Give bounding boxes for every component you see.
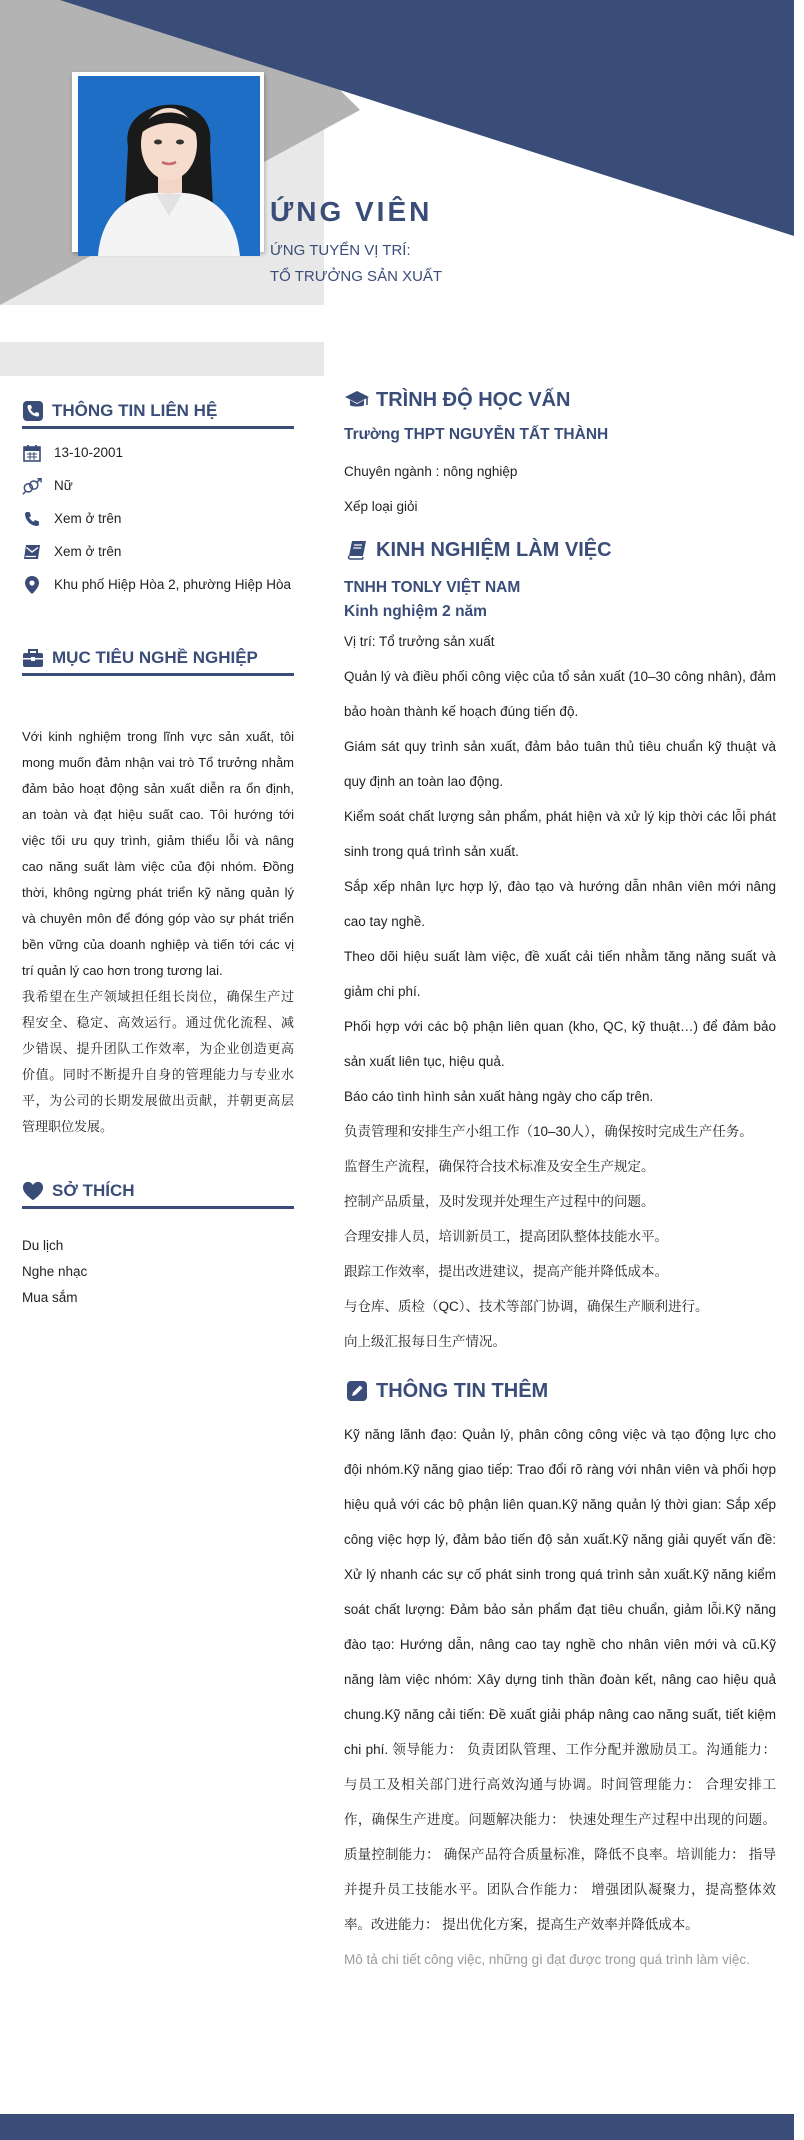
footer-bar [0,2114,794,2140]
experience-duty: 负责管理和安排生产小组工作（10–30人），确保按时完成生产任务。 [344,1124,753,1139]
experience-duty: 合理安排人员，培训新员工，提高团队整体技能水平。 [344,1229,668,1244]
contact-birthdate-text: 13-10-2001 [54,445,124,460]
phone-square-icon [22,400,44,422]
additional-placeholder[interactable]: Mô tả chi tiết công việc, những gì đạt được trong quá trình làm việc. [344,1952,750,1967]
heart-icon [22,1180,44,1202]
school-name: Trường THPT NGUYỄN TẤT THÀNH [344,426,609,443]
hobbies-section-header [22,1180,294,1209]
header-banner [0,0,794,340]
candidate-name: ỨNG VIÊN [270,196,433,227]
additional-title: THÔNG TIN THÊM [376,1379,549,1402]
graduation-cap-icon [344,388,370,412]
objective-title: MỤC TIÊU NGHỀ NGHIỆP [52,648,258,667]
experience-section-header [344,538,776,562]
contact-section-header [22,400,294,429]
grey-band [0,342,324,376]
experience-duty: 跟踪工作效率，提出改进建议，提高产能并降低成本。 [344,1264,668,1279]
additional-text: Kỹ năng lãnh đạo: Quản lý, phân công công việc và tạo động lực cho đội nhóm.Kỹ năng giao tiếp: Trao đổi rõ ràng với nhân viên và phối hợp hiệu quả với các bộ phận liên quan.Kỹ năng quản lý thời gian: Sắp xếp công việc hợp lý, đảm bảo tiến độ sản xuất.Kỹ năng giải quyết vấn đề: Xử lý nhanh các sự cố phát sinh trong quá trình sản xuất.Kỹ năng kiểm soát chất lượng: Đảm bảo sản phẩm đạt tiêu chuẩn, giảm lỗi.Kỹ năng đào tạo: Hướng dẫn, nâng cao tay nghề cho nhân viên mới và cũ.Kỹ năng làm việc nhóm: Xây dựng tinh thần đoàn kết, nâng cao hiệu quả chung.Kỹ năng cải tiến: Đề xuất giải pháp nâng cao năng suất, tiết kiệm chi phí. 领导能力： 负责团队管理、工作分配并激励员工。沟通能力： 与员工及相关部门进行高效沟通与协调。时间管理能力： 合理安排工作，确保生产进度。问题解决能力： 快速处理生产过程中出现的问题。质量控制能力： 确保产品符合质量标准，降低不良率。培训能力： 指导并提升员工技能水平。团队合作能力： 增强团队凝聚力，提高整体效率。改进能力： 提出优化方案，提高生产效率并降低成本。 [344,1427,776,1932]
calendar-icon [22,443,42,463]
experience-duty: Sắp xếp nhân lực hợp lý, đào tạo và hướng dẫn nhân viên mới nâng cao tay nghề. [344,879,776,929]
experience-duty: 监督生产流程，确保符合技术标准及安全生产规定。 [344,1159,655,1174]
gender-icon [22,476,42,496]
education-grade: Xếp loại giỏi [344,499,418,514]
avatar-frame [72,72,264,252]
experience-duty: Theo dõi hiệu suất làm việc, đề xuất cải tiến nhằm tăng năng suất và giảm chi phí. [344,949,776,999]
avatar-portrait [78,76,260,256]
phone-icon [22,509,42,529]
contact-title: THÔNG TIN LIÊN HỆ [52,401,218,420]
education-major: Chuyên ngành : nông nghiệp [344,464,518,479]
education-section-header [344,388,776,412]
experience-role: Vị trí: Tổ trưởng sản xuất [344,634,495,649]
experience-duty: 与仓库、质检（QC）、技术等部门协调，确保生产顺利进行。 [344,1299,709,1314]
contact-birthdate [22,443,294,463]
experience-duty: Quản lý và điều phối công việc của tổ sản xuất (10–30 công nhân), đảm bảo hoàn thành kế hoạch đúng tiến độ. [344,669,776,719]
company-name: TNHH TONLY VIỆT NAM [344,579,521,596]
hobby-item: Du lịch [22,1238,64,1253]
contact-address [22,575,294,595]
briefcase-icon [22,647,44,669]
experience-duty: Giám sát quy trình sản xuất, đảm bảo tuân thủ tiêu chuẩn kỹ thuật và quy định an toàn lao động. [344,739,776,789]
experience-duty: Phối hợp với các bộ phận liên quan (kho, QC, kỹ thuật…) để đảm bảo sản xuất liên tục, hiệu quả. [344,1019,776,1069]
book-icon [344,538,370,562]
experience-duration: Kinh nghiệm 2 năm [344,603,487,620]
location-icon [22,575,42,595]
contact-phone [22,509,294,529]
objective-section-header [22,647,294,676]
hobby-item: Nghe nhạc [22,1264,88,1279]
position-label: ỨNG TUYỂN VỊ TRÍ: [270,242,411,259]
email-icon [22,542,42,562]
education-title: TRÌNH ĐỘ HỌC VẤN [376,388,571,411]
contact-address-text: Khu phố Hiệp Hòa 2, phường Hiệp Hòa [54,577,292,592]
contact-gender-text: Nữ [54,478,73,493]
hobby-item: Mua sắm [22,1290,78,1305]
avatar [78,76,260,256]
left-column [22,400,294,1311]
contact-gender [22,476,294,496]
experience-duty: 控制产品质量，及时发现并处理生产过程中的问题。 [344,1194,655,1209]
additional-section-header [344,1379,776,1403]
position-value: TỔ TRƯỞNG SẢN XUẤT [270,268,443,285]
contact-email [22,542,294,562]
edit-icon [344,1379,370,1403]
objective-paragraph-zh: 我希望在生产领域担任组长岗位，确保生产过程安全、稳定、高效运行。通过优化流程、减少错误、提升团队工作效率，为企业创造更高价值。同时不断提升自身的管理能力与专业水平，为公司的长期发展做出贡献，并朝更高层管理职位发展。 [22,989,294,1134]
experience-title: KINH NGHIỆM LÀM VIỆC [376,538,612,561]
right-column [344,388,776,1977]
experience-duty: Kiểm soát chất lượng sản phẩm, phát hiện và xử lý kịp thời các lỗi phát sinh trong quá trình sản xuất. [344,809,776,859]
hobbies-title: SỞ THÍCH [52,1181,135,1200]
contact-email-text: Xem ở trên [54,544,122,559]
objective-paragraph-vi: Với kinh nghiệm trong lĩnh vực sản xuất, tôi mong muốn đảm nhận vai trò Tổ trưởng nhằm đảm bảo hoạt động sản xuất diễn ra ổn định, an toàn và đạt hiệu suất cao. Tôi hướng tới việc tối ưu quy trình, giảm thiểu lỗi và nâng cao năng suất làm việc của đội nhóm. Đồng thời, không ngừng phát triển kỹ năng quản lý và chuyên môn để đóng góp vào sự phát triển bền vững của doanh nghiệp và tiến tới các vị trí quản lý cao hơn trong tương lai. [22,729,294,978]
experience-duty: 向上级汇报每日生产情况。 [344,1334,506,1349]
contact-phone-text: Xem ở trên [54,511,122,526]
experience-duty: Báo cáo tình hình sản xuất hàng ngày cho cấp trên. [344,1089,654,1104]
